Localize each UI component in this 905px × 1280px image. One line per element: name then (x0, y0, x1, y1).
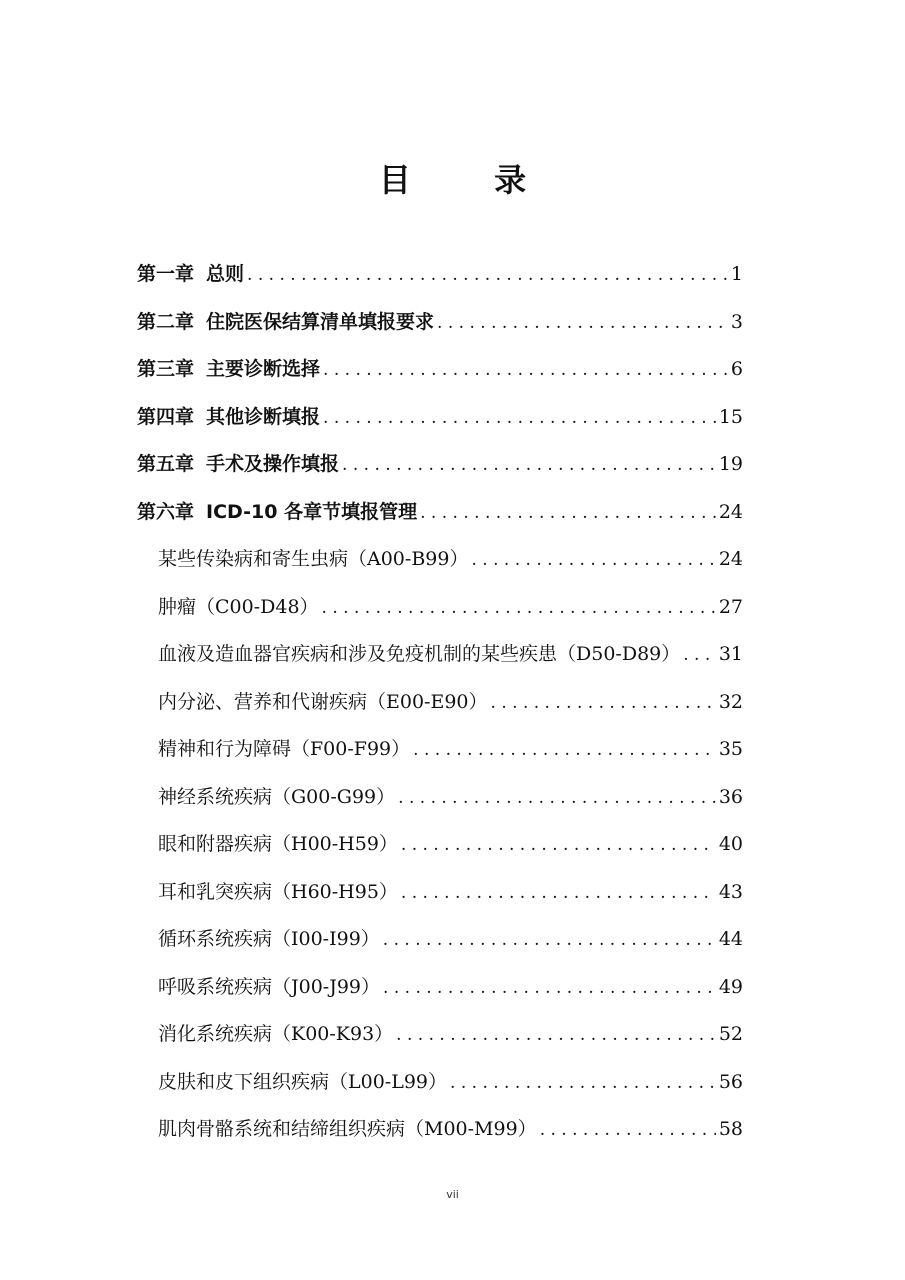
chapter-number: 第六章 (137, 501, 195, 523)
toc-section[interactable] (158, 592, 743, 622)
section-title: 神经系统疾病（G00-G99） (158, 786, 396, 808)
page-number: 24 (718, 548, 743, 570)
toc-chapter-5[interactable] (137, 449, 743, 479)
chapter-title: 手术及操作填报 (206, 453, 340, 475)
dot-leader (342, 450, 716, 480)
toc-section[interactable] (158, 782, 743, 812)
toc-chapter-1[interactable] (137, 259, 743, 289)
section-title: 内分泌、营养和代谢疾病（E00-E90） (158, 691, 488, 713)
dot-leader (683, 640, 716, 670)
section-title: 消化系统疾病（K00-K93） (158, 1023, 394, 1045)
page-title: 目 录 (378, 161, 563, 199)
dot-leader (398, 783, 716, 813)
toc-section[interactable] (158, 972, 743, 1002)
page-number: 24 (718, 501, 743, 523)
page-number: 40 (718, 833, 743, 855)
dot-leader (540, 1115, 716, 1145)
chapter-title: 主要诊断选择 (206, 358, 321, 380)
toc-section[interactable] (158, 1019, 743, 1049)
page-number: 27 (718, 596, 743, 618)
toc-section[interactable] (158, 544, 743, 574)
toc-section[interactable] (158, 1114, 743, 1144)
dot-leader (437, 308, 728, 338)
page-number: 3 (730, 311, 743, 333)
toc-chapter-3[interactable] (137, 354, 743, 384)
toc-section[interactable] (158, 1067, 743, 1097)
dot-leader (491, 688, 716, 718)
toc-section[interactable] (158, 829, 743, 859)
chapter-number: 第二章 (137, 311, 195, 333)
toc-chapter-4[interactable] (137, 402, 743, 432)
dot-leader (401, 830, 716, 860)
footer-page-number: vii (446, 1188, 459, 1201)
toc-chapter-2[interactable] (137, 307, 743, 337)
page-number: 15 (718, 406, 743, 428)
dot-leader (420, 498, 716, 528)
page-number: 58 (718, 1118, 743, 1140)
section-title: 血液及造血器官疾病和涉及免疫机制的某些疾患（D50-D89） (158, 643, 681, 665)
section-title: 耳和乳突疾病（H60-H95） (158, 881, 398, 903)
page-number: 35 (718, 738, 743, 760)
toc-section[interactable] (158, 734, 743, 764)
chapter-number: 第三章 (137, 358, 195, 380)
page-number: 1 (730, 263, 743, 285)
page-number: 56 (718, 1071, 743, 1093)
toc-chapter-6[interactable] (137, 497, 743, 527)
page-number: 52 (718, 1023, 743, 1045)
dot-leader (247, 260, 728, 290)
page-number: 19 (718, 453, 743, 475)
chapter-title: 总则 (206, 263, 245, 285)
dot-leader (322, 593, 716, 623)
toc-section[interactable] (158, 877, 743, 907)
page-number: 36 (718, 786, 743, 808)
chapter-title: ICD-10 各章节填报管理 (206, 501, 418, 523)
toc-section[interactable] (158, 924, 743, 954)
page-number: 43 (718, 881, 743, 903)
dot-leader (323, 403, 716, 433)
page-number: 49 (718, 976, 743, 998)
chapter-number: 第一章 (137, 263, 195, 285)
dot-leader (471, 545, 715, 575)
chapter-number: 第五章 (137, 453, 195, 475)
section-title: 皮肤和皮下组织疾病（L00-L99） (158, 1071, 448, 1093)
page-number: 6 (730, 358, 743, 380)
page-number: 31 (718, 643, 743, 665)
dot-leader (323, 355, 728, 385)
dot-leader (396, 1020, 716, 1050)
toc-section[interactable] (158, 687, 743, 717)
section-title: 循环系统疾病（I00-I99） (158, 928, 380, 950)
section-title: 肌肉骨骼系统和结缔组织疾病（M00-M99） (158, 1118, 537, 1140)
section-title: 精神和行为障碍（F00-F99） (158, 738, 411, 760)
dot-leader (413, 735, 716, 765)
section-title: 某些传染病和寄生虫病（A00-B99） (158, 548, 469, 570)
chapter-title: 其他诊断填报 (206, 406, 321, 428)
dot-leader (383, 925, 716, 955)
page-number: 44 (718, 928, 743, 950)
section-title: 肿瘤（C00-D48） (158, 596, 319, 618)
section-title: 眼和附器疾病（H00-H59） (158, 833, 398, 855)
page-number: 32 (718, 691, 743, 713)
dot-leader (450, 1068, 716, 1098)
dot-leader (401, 878, 716, 908)
section-title: 呼吸系统疾病（J00-J99） (158, 976, 381, 998)
dot-leader (383, 973, 716, 1003)
chapter-title: 住院医保结算清单填报要求 (206, 311, 435, 333)
chapter-number: 第四章 (137, 406, 195, 428)
toc-section[interactable] (158, 639, 743, 669)
